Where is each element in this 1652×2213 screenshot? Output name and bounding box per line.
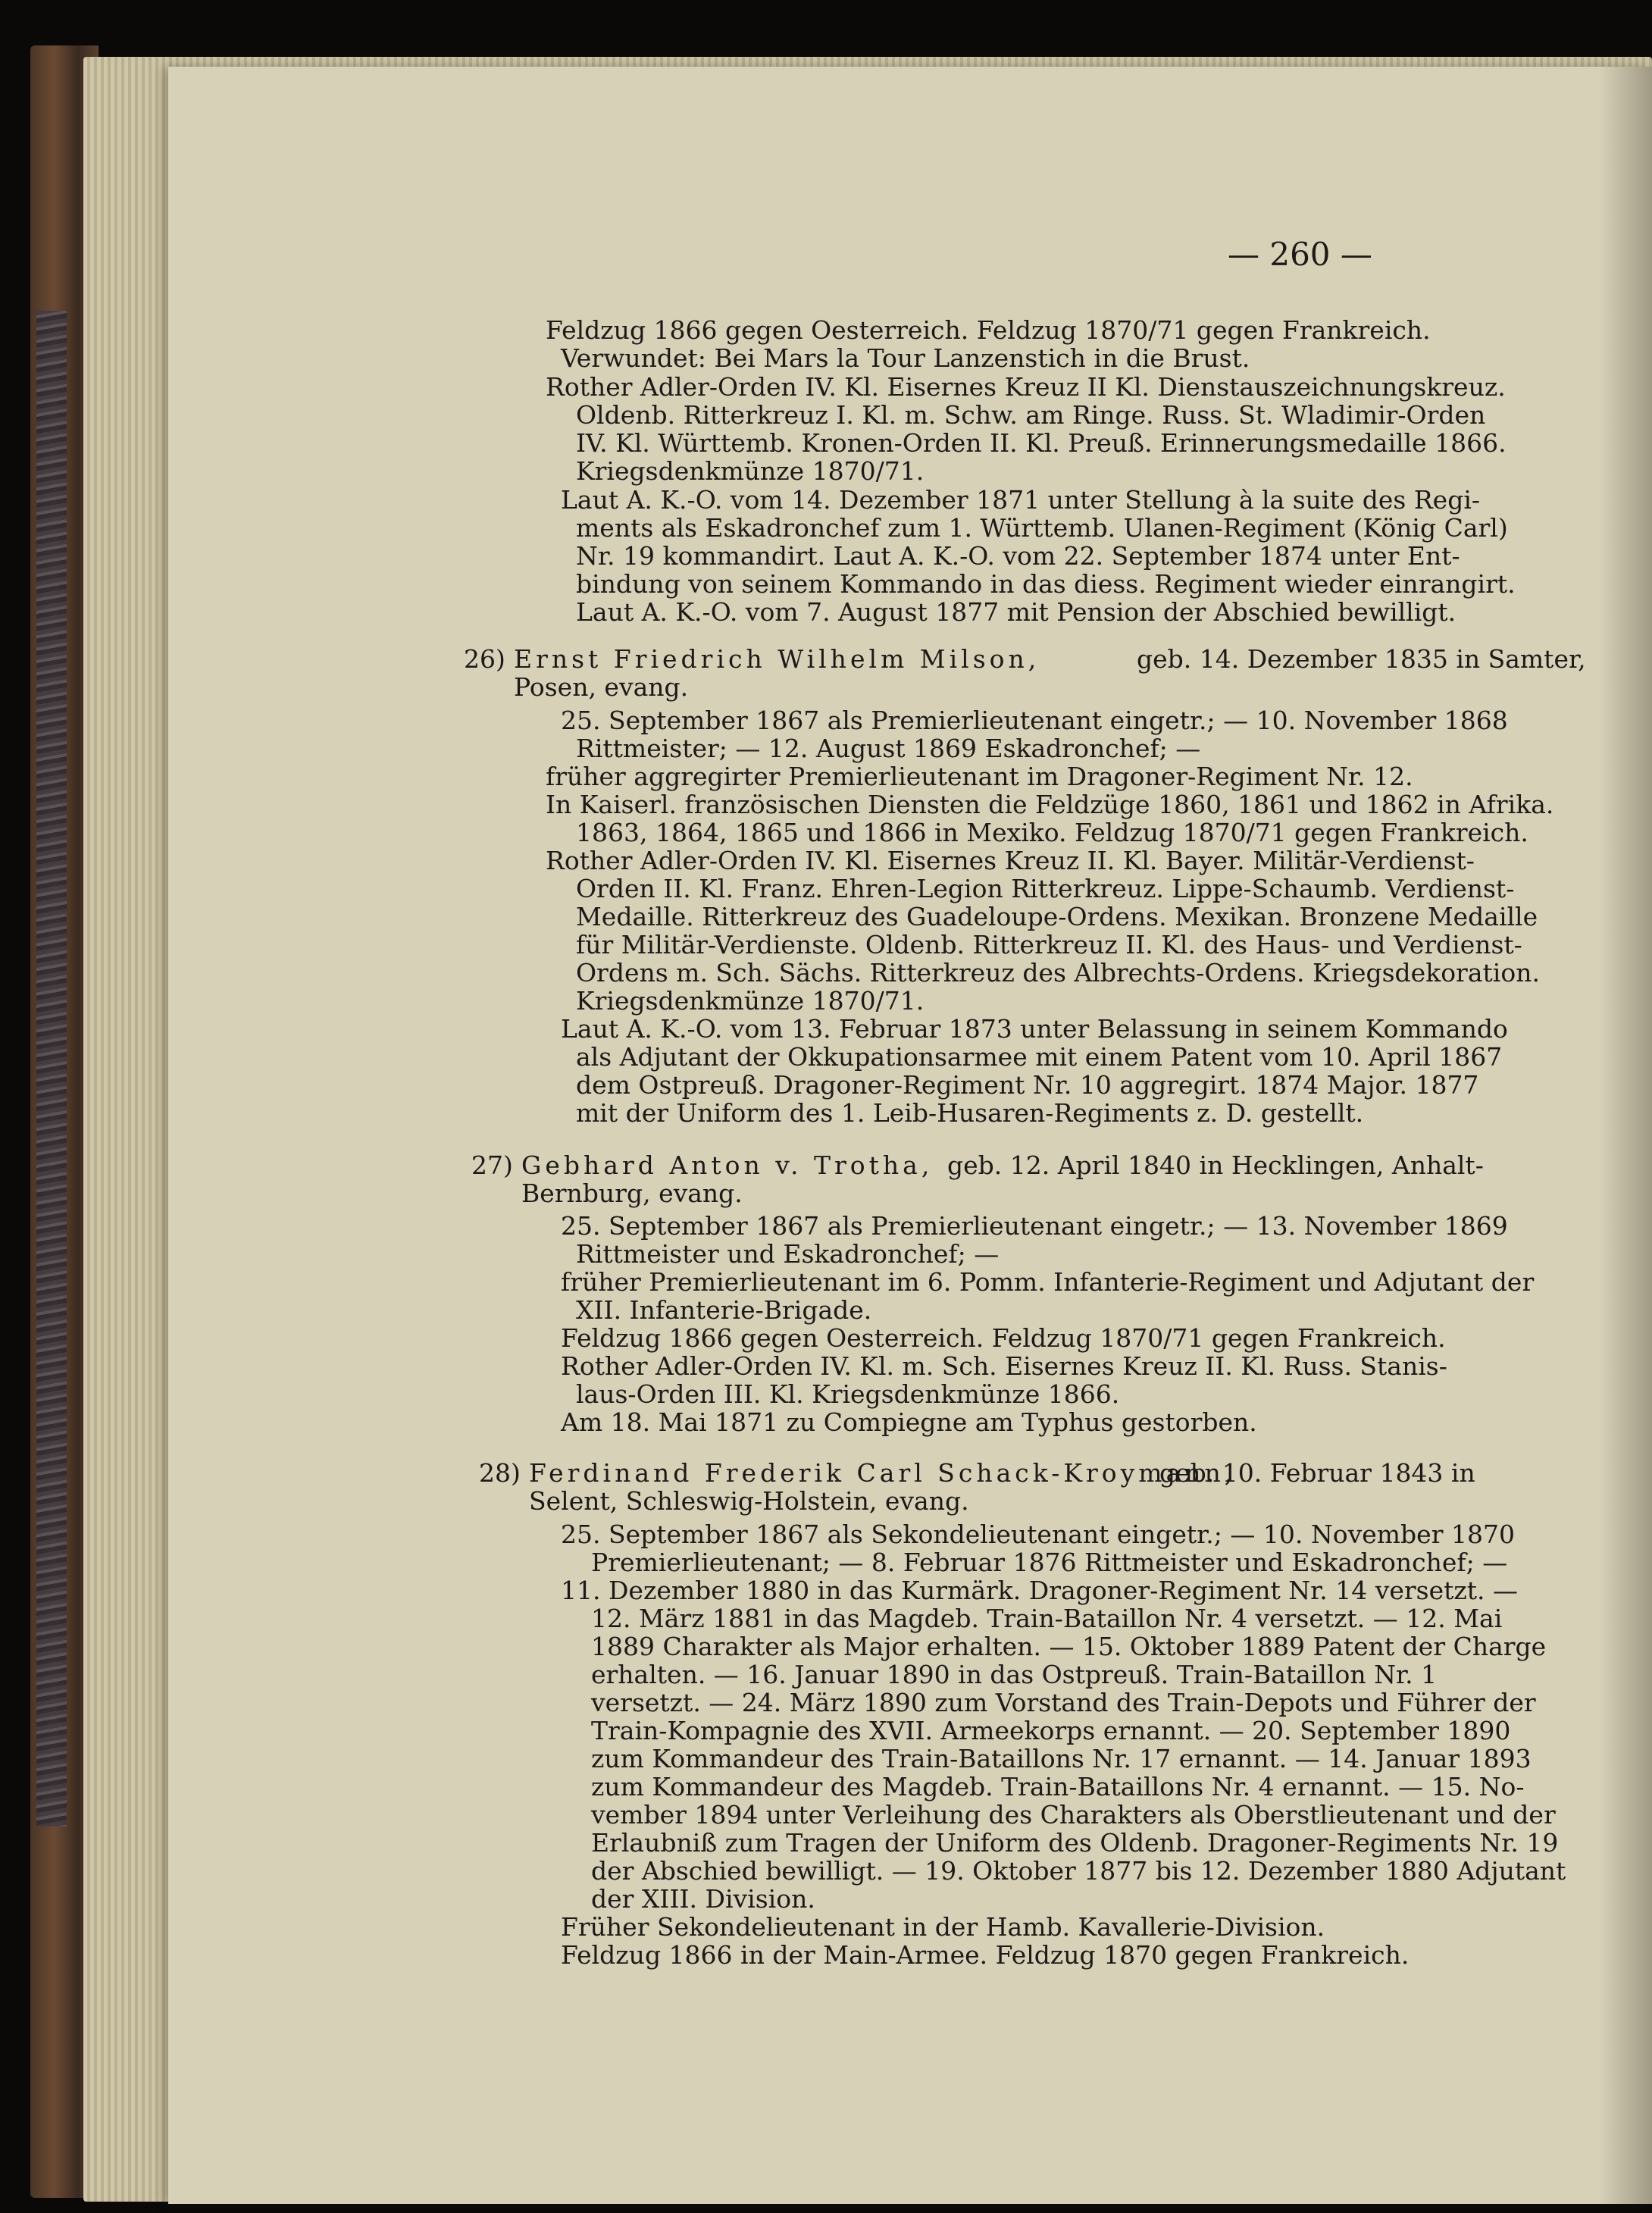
text-line: Selent, Schleswig-Holstein, evang.	[529, 1486, 969, 1516]
text-line: Laut A. K.-O. vom 14. Dezember 1871 unter Stellung à la suite des Regi-	[561, 485, 1481, 515]
page-text	[371, 0, 1586, 2198]
marbled-cover-pattern	[36, 311, 67, 1826]
text-line: der Abschied bewilligt. — 19. Oktober 1877 bis 12. Dezember 1880 Adjutant	[591, 1856, 1566, 1886]
entry-name: Ferdinand Frederik Carl Schack-Kroymann,	[529, 1458, 1237, 1488]
text-line: 1863, 1864, 1865 und 1866 in Mexiko. Feldzug 1870/71 gegen Frankreich.	[576, 818, 1528, 847]
text-line: Bernburg, evang.	[521, 1178, 743, 1208]
text-line: In Kaiserl. französischen Diensten die Feldzüge 1860, 1861 und 1862 in Afrika.	[546, 790, 1554, 819]
text-line: Laut A. K.-O. vom 7. August 1877 mit Pension der Abschied bewilligt.	[576, 597, 1456, 627]
text-line: 25. September 1867 als Premierlieutenant eingetr.; — 10. November 1868	[561, 706, 1508, 735]
text-line: für Militär-Verdienste. Oldenb. Ritterkreuz II. Kl. des Haus- und Verdienst-	[576, 930, 1522, 959]
text-line: Feldzug 1866 gegen Oesterreich. Feldzug 1870/71 gegen Frankreich.	[546, 315, 1431, 345]
text-line: Posen, evang.	[514, 672, 689, 702]
text-line: zum Kommandeur des Magdeb. Train-Bataillons Nr. 4 ernannt. — 15. No-	[591, 1772, 1525, 1801]
text-line: 25. September 1867 als Premierlieutenant eingetr.; — 13. November 1869	[561, 1211, 1508, 1241]
text-line: bindung von seinem Kommando in das diess. Regiment wieder einrangirt.	[576, 569, 1516, 599]
text-line: 25. September 1867 als Sekondelieutenant eingetr.; — 10. November 1870	[561, 1520, 1515, 1549]
text-line: früher Premierlieutenant im 6. Pomm. Infanterie-Regiment und Adjutant der	[561, 1267, 1535, 1297]
entry-number: 27)	[471, 1150, 513, 1180]
text-line: IV. Kl. Württemb. Kronen-Orden II. Kl. Preuß. Erinnerungsmedaille 1866.	[576, 428, 1507, 458]
text-line: geb. 14. Dezember 1835 in Samter,	[1137, 644, 1586, 674]
text-line: geb. 10. Februar 1843 in	[1159, 1458, 1475, 1488]
text-line: Ordens m. Sch. Sächs. Ritterkreuz des Albrechts-Ordens. Kriegsdekoration.	[576, 958, 1540, 988]
text-line: Medaille. Ritterkreuz des Guadeloupe-Ordens. Mexikan. Bronzene Medaille	[576, 902, 1538, 931]
entry-number: 28)	[479, 1458, 521, 1488]
text-line: Am 18. Mai 1871 zu Compiegne am Typhus gestorben.	[561, 1407, 1257, 1437]
text-line: geb. 12. April 1840 in Hecklingen, Anhalt-	[947, 1150, 1484, 1180]
entry-number: 26)	[464, 644, 505, 674]
entry-name: Ernst Friedrich Wilhelm Milson,	[514, 644, 1040, 674]
text-line: der XIII. Division.	[591, 1884, 815, 1914]
text-line: als Adjutant der Okkupationsarmee mit einem Patent vom 10. April 1867	[576, 1042, 1503, 1072]
text-line: Kriegsdenkmünze 1870/71.	[576, 986, 925, 1016]
text-line: früher aggregirter Premierlieutenant im Dragoner-Regiment Nr. 12.	[546, 762, 1413, 791]
text-line: Feldzug 1866 in der Main-Armee. Feldzug 1870 gegen Frankreich.	[561, 1940, 1410, 1970]
text-line: Train-Kompagnie des XVII. Armeekorps ernannt. — 20. September 1890	[591, 1716, 1511, 1745]
text-line: Rother Adler-Orden IV. Kl. m. Sch. Eisernes Kreuz II. Kl. Russ. Stanis-	[561, 1351, 1447, 1381]
text-line: Rother Adler-Orden IV. Kl. Eisernes Kreuz II. Kl. Bayer. Militär-Verdienst-	[546, 846, 1475, 875]
text-line: Kriegsdenkmünze 1870/71.	[576, 456, 925, 486]
text-line: Oldenb. Ritterkreuz I. Kl. m. Schw. am Ringe. Russ. St. Wladimir-Orden	[576, 400, 1486, 430]
text-line: Feldzug 1866 gegen Oesterreich. Feldzug 1870/71 gegen Frankreich.	[561, 1323, 1446, 1353]
text-line: laus-Orden III. Kl. Kriegsdenkmünze 1866.	[576, 1379, 1120, 1409]
text-line: 11. Dezember 1880 in das Kurmärk. Dragoner-Regiment Nr. 14 versetzt. —	[561, 1576, 1519, 1605]
text-line: Orden II. Kl. Franz. Ehren-Legion Ritterkreuz. Lippe-Schaumb. Verdienst-	[576, 874, 1515, 903]
text-line: Früher Sekondelieutenant in der Hamb. Kavallerie-Division.	[561, 1912, 1325, 1942]
text-line: erhalten. — 16. Januar 1890 in das Ostpreuß. Train-Bataillon Nr. 1	[591, 1660, 1438, 1689]
text-line: zum Kommandeur des Train-Bataillons Nr. 17 ernannt. — 14. Januar 1893	[591, 1744, 1532, 1773]
text-line: Verwundet: Bei Mars la Tour Lanzenstich in die Brust.	[561, 343, 1250, 373]
text-line: Rittmeister; — 12. August 1869 Eskadronchef; —	[576, 734, 1201, 763]
text-line: Erlaubniß zum Tragen der Uniform des Oldenb. Dragoner-Regiments Nr. 19	[591, 1828, 1559, 1858]
text-line: XII. Infanterie-Brigade.	[576, 1295, 872, 1325]
text-line: Nr. 19 kommandirt. Laut A. K.-O. vom 22. September 1874 unter Ent-	[576, 541, 1460, 571]
text-line: Rittmeister und Eskadronchef; —	[576, 1239, 1000, 1269]
entry-name: Gebhard Anton v. Trotha,	[521, 1150, 934, 1180]
text-line: Laut A. K.-O. vom 13. Februar 1873 unter Belassung in seinem Kommando	[561, 1014, 1508, 1044]
text-line: 1889 Charakter als Major erhalten. — 15. Oktober 1889 Patent der Charge	[591, 1632, 1547, 1661]
text-line: ments als Eskadronchef zum 1. Württemb. Ulanen-Regiment (König Carl)	[576, 513, 1508, 543]
text-line: dem Ostpreuß. Dragoner-Regiment Nr. 10 aggregirt. 1874 Major. 1877	[576, 1070, 1479, 1100]
text-line: vember 1894 unter Verleihung des Charakters als Oberstlieutenant und der	[591, 1800, 1556, 1830]
text-line: Rother Adler-Orden IV. Kl. Eisernes Kreuz II Kl. Dienstauszeichnungskreuz.	[546, 372, 1506, 402]
text-line: 12. März 1881 in das Magdeb. Train-Bataillon Nr. 4 versetzt. — 12. Mai	[591, 1604, 1503, 1633]
text-line: versetzt. — 24. März 1890 zum Vorstand des Train-Depots und Führer der	[591, 1688, 1536, 1717]
page-number: — 260 —	[1228, 236, 1372, 273]
text-line: mit der Uniform des 1. Leib-Husaren-Regiments z. D. gestellt.	[576, 1098, 1364, 1128]
text-line: Premierlieutenant; — 8. Februar 1876 Rittmeister und Eskadronchef; —	[591, 1548, 1508, 1577]
